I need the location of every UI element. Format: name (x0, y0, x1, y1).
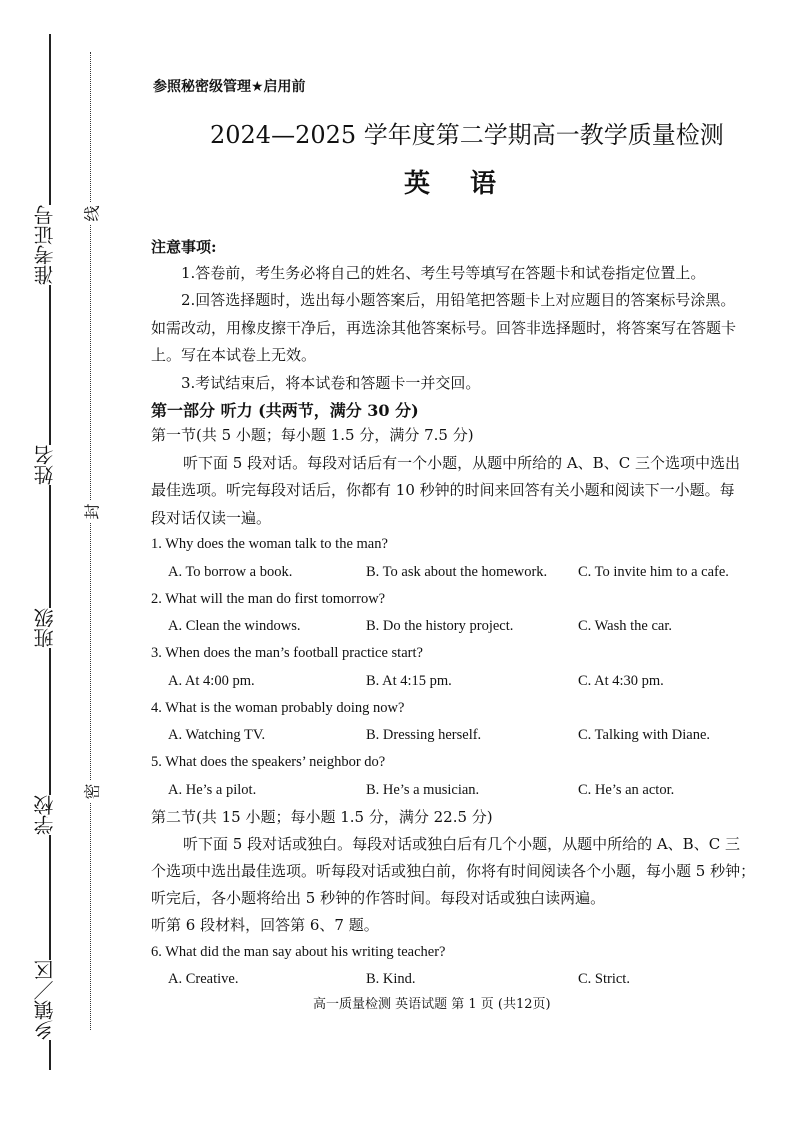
section1-instructions: 听下面 5 段对话。每段对话后有一个小题，从题中所给的 A、B、C 三个选项中选出 (183, 454, 740, 472)
option-a: A. To borrow a book. (168, 564, 293, 580)
note-item-2-end: 上。写在本试卷上无效。 (151, 346, 317, 364)
section2-instructions-cont: 个选项中选出最佳选项。听每段对话或独白前，你将有时间阅读各个小题，每小题 5 秒钟； (151, 862, 756, 880)
section2-instructions: 听下面 5 段对话或独白。每段对话或独白后有几个小题，从题中所给的 A、B、C 三 (183, 835, 740, 853)
section1-instructions-end: 段对话仅读一遍。 (151, 509, 272, 527)
classification-label: 参照秘密级管理★启用前 (153, 79, 306, 95)
page-footer: 高一质量检测 英语试题 第 1 页 (共12页) (313, 997, 551, 1012)
name-label: 姓名 (30, 445, 56, 485)
option-b: B. At 4:15 pm. (366, 673, 452, 689)
option-b: B. Kind. (366, 971, 416, 987)
option-a: A. Clean the windows. (168, 618, 301, 634)
question-stem: 1. Why does the woman talk to the man? (151, 536, 388, 552)
question-stem: 6. What did the man say about his writing teacher? (151, 944, 446, 960)
school-label: 学校 (30, 795, 56, 835)
cut-dotted-line (90, 52, 91, 1030)
option-b: B. To ask about the homework. (366, 564, 548, 580)
note-item-2: 2.回答选择题时，选出每小题答案后，用铅笔把答题卡上对应题目的答案标号涂黑。 (181, 291, 736, 309)
option-c: C. Talking with Diane. (578, 727, 711, 743)
note-item-2-cont: 如需改动，用橡皮擦干净后，再选涂其他答案标号。回答非选择题时，将答案写在答题卡 (151, 319, 737, 337)
seal-mark: 封 (80, 501, 103, 523)
option-b: B. Dressing herself. (366, 727, 482, 743)
question-stem: 3. When does the man’s football practice start? (151, 645, 423, 661)
option-c: C. To invite him to a cafe. (578, 564, 729, 580)
section1-instructions-cont: 最佳选项。听完每段对话后，你都有 10 秒钟的时间来回答有关小题和阅读下一小题。每 (151, 481, 735, 499)
line-mark: 线 (80, 203, 103, 225)
question-stem: 5. What does the speakers’ neighbor do? (151, 754, 386, 770)
section2-instructions-end: 听完后，各小题将给出 5 秒钟的作答时间。每段对话或独白读两遍。 (151, 889, 606, 907)
option-c: C. He’s an actor. (578, 782, 675, 798)
note-item-3: 3.考试结束后，将本试卷和答题卡一并交回。 (181, 374, 481, 392)
section2-heading: 第二节(共 15 小题；每小题 1.5 分，满分 22.5 分) (151, 808, 493, 826)
question-stem: 4. What is the woman probably doing now? (151, 700, 405, 716)
binding-line (49, 34, 51, 1070)
option-b: B. He’s a musician. (366, 782, 480, 798)
option-c: C. Strict. (578, 971, 630, 987)
option-b: B. Do the history project. (366, 618, 514, 634)
material-6-label: 听第 6 段材料，回答第 6、7 题。 (151, 916, 379, 934)
option-a: A. He’s a pilot. (168, 782, 257, 798)
district-label: 乡镇／区 (30, 960, 56, 1040)
question-stem: 2. What will the man do first tomorrow? (151, 591, 386, 607)
section1-heading: 第一节(共 5 小题；每小题 1.5 分，满分 7.5 分) (151, 426, 474, 444)
secret-mark: 密 (80, 781, 103, 803)
class-label: 班级 (30, 608, 56, 648)
part1-heading: 第一部分 听力 (共两节，满分 30 分) (151, 401, 419, 420)
note-item-1: 1.答卷前，考生务必将自己的姓名、考生号等填写在答题卡和试卷指定位置上。 (181, 264, 706, 282)
subject-title: 英语 (404, 169, 537, 199)
exam-title: 2024—2025 学年度第二学期高一教学质量检测 (210, 121, 724, 149)
option-c: C. At 4:30 pm. (578, 673, 664, 689)
option-c: C. Wash the car. (578, 618, 673, 634)
option-a: A. At 4:00 pm. (168, 673, 255, 689)
option-a: A. Creative. (168, 971, 239, 987)
option-a: A. Watching TV. (168, 727, 266, 743)
notes-heading: 注意事项: (151, 238, 217, 256)
exam-number-label: 准考证号 (30, 205, 56, 285)
